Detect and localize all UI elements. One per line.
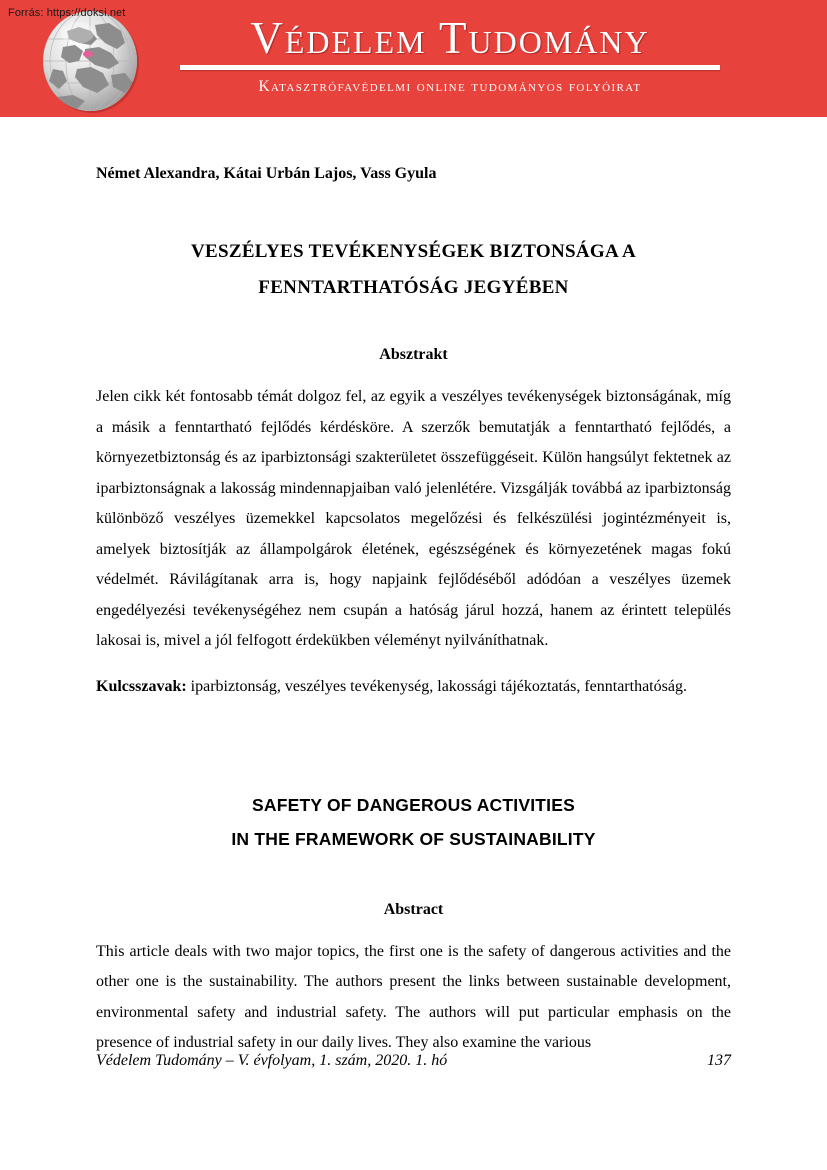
abstract-body-english: This article deals with two major topics, the first one is the safety of dangerous activities and the other one is the sustainability. The authors present the links between sustainable development, environmental safety and industrial safety. The authors will put particular emphasis on the presence of industrial safety in our daily lives. They also examine the various xyxy=(96,942,731,1051)
page-footer xyxy=(96,1052,731,1070)
source-watermark: Forrás: https://doksi.net xyxy=(8,7,126,19)
article-authors: Német Alexandra, Kátai Urbán Lajos, Vass Gyula xyxy=(96,165,437,182)
footer-journal-info: Védelem Tudomány – V. évfolyam, 1. szám, 2020. 1. hó xyxy=(96,1052,448,1069)
title-hu-line-1: VESZÉLYES TEVÉKENYSÉGEK BIZTONSÁGA A xyxy=(191,241,636,262)
abstract-heading-english: Abstract xyxy=(383,900,444,918)
keywords-label: Kulcsszavak: xyxy=(96,677,187,695)
masthead-banner xyxy=(0,0,827,117)
page-content xyxy=(96,117,731,1059)
journal-subtitle: Katasztrófavédelmi online tudományos folyóirat xyxy=(258,78,642,95)
footer-page-number: 137 xyxy=(707,1052,731,1069)
globe-europe-icon xyxy=(33,9,151,113)
title-hu-line-2: FENNTARTHATÓSÁG JEGYÉBEN xyxy=(258,277,569,298)
abstract-body-hungarian: Jelen cikk két fontosabb témát dolgoz fel, az egyik a veszélyes tevékenységek biztonságának, míg a másik a fenntartható fejlődés kérdésköre. A szerzők bemutatják a fenntartható fejlődés, a környezetbiztonság és az iparbiztonsági szakterületet összefüggéseit. Külön hangsúlyt fektetnek az iparbiztonságnak a lakosság mindennapjaiban való jelenlétére. Vizsgálják továbbá az iparbiztonság különböző veszélyes üzemekkel kapcsolatos megelőzési és felkészülési jogintézményeit is, amelyek biztosítják az állampolgárok életének, egészségének és környezetének magas fokú védelmét. Rávilágítanak arra is, hogy napjaink fejlődéséből adódóan a veszélyes üzemek engedélyezési tevékenységéhez nem csupán a hatóság járul hozzá, hanem az érintett település lakosai is, mivel a jól felfogott érdekükben véleményt nyilváníthatnak. xyxy=(96,388,731,649)
title-en-line-1: SAFETY OF DANGEROUS ACTIVITIES xyxy=(252,794,575,815)
article-title-hungarian xyxy=(96,234,731,306)
abstract-heading-hungarian: Absztrakt xyxy=(379,346,448,363)
masthead-text-block xyxy=(170,14,730,96)
keywords-line xyxy=(96,672,731,702)
masthead-divider xyxy=(180,65,720,70)
journal-title: Védelem Tudomány xyxy=(250,13,650,63)
keywords-value: iparbiztonság, veszélyes tevékenység, lakossági tájékoztatás, fenntarthatóság. xyxy=(186,677,687,695)
title-en-line-2: IN THE FRAMEWORK OF SUSTAINABILITY xyxy=(231,828,596,849)
article-title-english xyxy=(96,788,731,856)
